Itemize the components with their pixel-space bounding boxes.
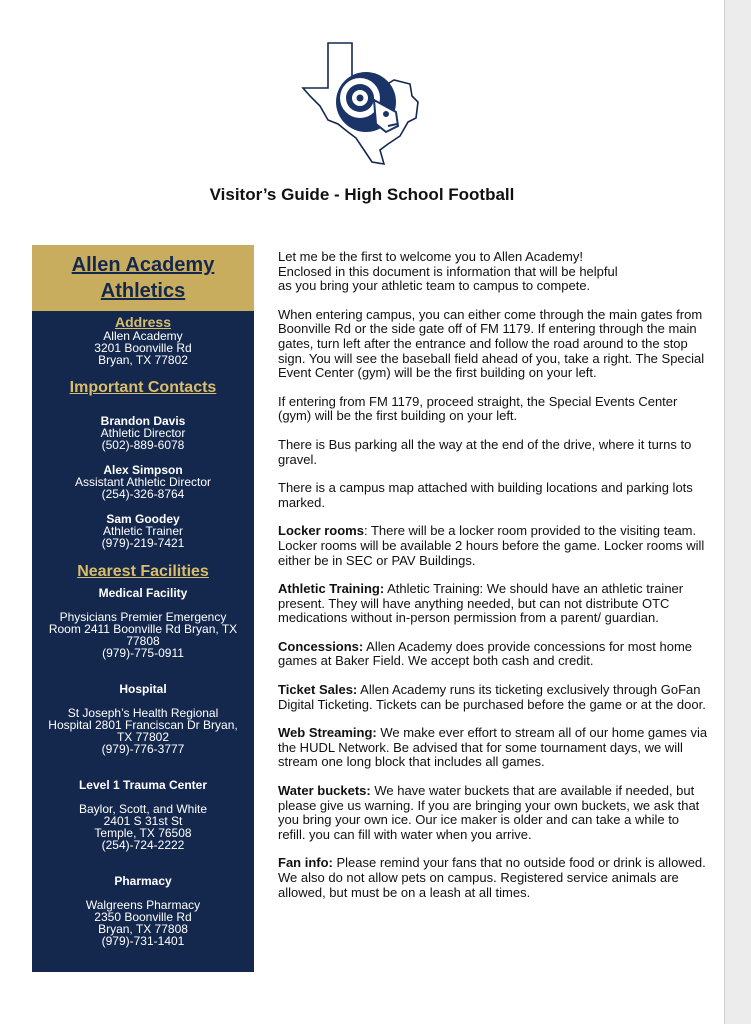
section-text: We make ever effort to stream all of our home games via the HUDL Network. Be advised that for some tournament days, we will stream one long block that includes all games. xyxy=(278,725,708,770)
sidebar-header xyxy=(32,245,254,311)
facility-phone: (979)-731-1401 xyxy=(101,934,185,948)
section-text: Athletic Training: We should have an athletic trainer present. They will have anything needed, but can not distribute OTC medications without in-person permission from a parent/ guardian. xyxy=(278,581,684,626)
directions-side: If entering from FM 1179, proceed straight, the Special Events Center (gym) will be the first building on your left. xyxy=(278,393,678,424)
contact-role: Athletic Director xyxy=(100,426,186,440)
facility-category: Medical Facility xyxy=(98,586,188,600)
facility-line: 77808 xyxy=(126,634,160,648)
facilities-title: Nearest Facilities xyxy=(77,563,209,580)
contact-role: Assistant Athletic Director xyxy=(74,475,212,489)
facility-phone: (979)-775-0911 xyxy=(102,646,184,660)
facility-card xyxy=(32,683,254,755)
contact-card xyxy=(32,513,254,549)
section-text: Allen Academy runs its ticketing exclusively through GoFan Digital Ticketing. Tickets can be purchased before the game or at the door. xyxy=(278,682,706,712)
section-label: Locker rooms xyxy=(278,523,364,539)
section-label: Web Streaming: xyxy=(278,725,377,741)
section-text: We have water buckets that are available if needed, but please give us warning. If you are bringing your own buckets, we ask that you bring your own ice. Our ice maker is older and can take a while to refill. you can fill with water when you arrive. xyxy=(278,783,700,842)
facility-card xyxy=(32,587,254,659)
facility-line: 2401 S 31st St xyxy=(103,814,183,828)
sidebar-heading-line2: Athletics xyxy=(100,280,186,302)
address-title: Address xyxy=(114,314,172,330)
intro-paragraph xyxy=(278,250,708,294)
section-fan-info xyxy=(278,856,708,900)
section-ticket-sales xyxy=(278,683,708,712)
directions-main: When entering campus, you can either come through the main gates from Boonville Rd or the side gate off of FM 1179. If entering through the main gates, turn left after the entrance and follow the road around to the stop sign. You will see the baseball field ahead of you, take a right. The Special Event Center (gym) will be the first building on your left. xyxy=(278,306,705,381)
section-web-streaming xyxy=(278,726,708,770)
facility-line: 2350 Boonville Rd xyxy=(94,910,192,924)
sidebar-heading-line1: Allen Academy xyxy=(71,254,215,276)
facility-category: Pharmacy xyxy=(114,874,172,888)
ram-texas-logo xyxy=(300,40,432,168)
intro-line: Let me be the first to welcome you to Allen Academy! xyxy=(278,249,583,264)
address-line: Bryan, TX 77802 xyxy=(98,353,188,367)
facility-category: Level 1 Trauma Center xyxy=(78,778,208,792)
facility-line: Bryan, TX 77808 xyxy=(98,922,188,936)
section-text: : There will be a locker room provided to the visiting team. Locker rooms will be available 2 hours before the game. Locker rooms will either be in SEC or PAV Buildings. xyxy=(278,523,705,568)
section-label: Athletic Training: xyxy=(278,581,385,597)
main-content xyxy=(278,250,708,914)
section-label: Concessions: xyxy=(278,638,364,654)
contacts-title: Important Contacts xyxy=(69,379,217,396)
section-label: Ticket Sales: xyxy=(278,682,358,698)
facility-card xyxy=(32,779,254,851)
facility-line: Walgreens Pharmacy xyxy=(85,898,201,912)
sidebar-panel xyxy=(32,245,254,972)
facility-line: TX 77802 xyxy=(116,730,170,744)
facility-line: Physicians Premier Emergency xyxy=(59,610,227,624)
facility-line: Room 2411 Boonville Rd Bryan, TX xyxy=(48,622,238,636)
contact-phone: (979)-219-7421 xyxy=(101,536,185,550)
bus-parking: There is Bus parking all the way at the end of the drive, where it turns to gravel. xyxy=(278,436,692,467)
contact-phone: (254)-326-8764 xyxy=(101,487,185,501)
page-gutter xyxy=(725,0,751,1024)
facility-card xyxy=(32,875,254,947)
contact-card xyxy=(32,464,254,500)
page-title: Visitor’s Guide - High School Football xyxy=(209,185,515,204)
intro-line: Enclosed in this document is information that will be helpful xyxy=(278,263,618,279)
section-label: Water buckets: xyxy=(278,783,371,799)
contact-card xyxy=(32,415,254,451)
section-text: Allen Academy does provide concessions for most home games at Baker Field. We accept both cash and credit. xyxy=(278,638,693,669)
campus-map-note: There is a campus map attached with building locations and parking lots marked. xyxy=(278,480,693,510)
contact-role: Athletic Trainer xyxy=(102,524,184,538)
facility-line: Temple, TX 76508 xyxy=(94,826,192,840)
address-line: Allen Academy xyxy=(103,329,183,343)
contact-phone: (502)-889-6078 xyxy=(101,438,185,452)
section-athletic-training xyxy=(278,582,708,626)
facility-phone: (254)-724-2222 xyxy=(101,838,185,852)
section-text: Please remind your fans that no outside food or drink is allowed. We also do not allow pets on campus. Registered service animals are allowed, but must be on a leash at all times. xyxy=(278,855,706,900)
section-concessions xyxy=(278,640,708,669)
facility-category: Hospital xyxy=(119,682,167,696)
section-locker-rooms xyxy=(278,524,708,568)
intro-line: as you bring your athletic team to campus to compete. xyxy=(278,278,591,294)
section-water-buckets xyxy=(278,784,708,842)
facility-line: Baylor, Scott, and White xyxy=(78,802,208,816)
address-line: 3201 Boonville Rd xyxy=(94,341,192,355)
section-label: Fan info: xyxy=(278,855,333,871)
facility-line: Hospital 2801 Franciscan Dr Bryan, xyxy=(48,718,238,732)
contact-name: Sam Goodey xyxy=(106,512,180,526)
contact-name: Alex Simpson xyxy=(103,463,183,477)
contact-name: Brandon Davis xyxy=(100,414,186,428)
facility-line: St Joseph’s Health Regional xyxy=(67,706,219,720)
facility-phone: (979)-776-3777 xyxy=(101,742,185,756)
